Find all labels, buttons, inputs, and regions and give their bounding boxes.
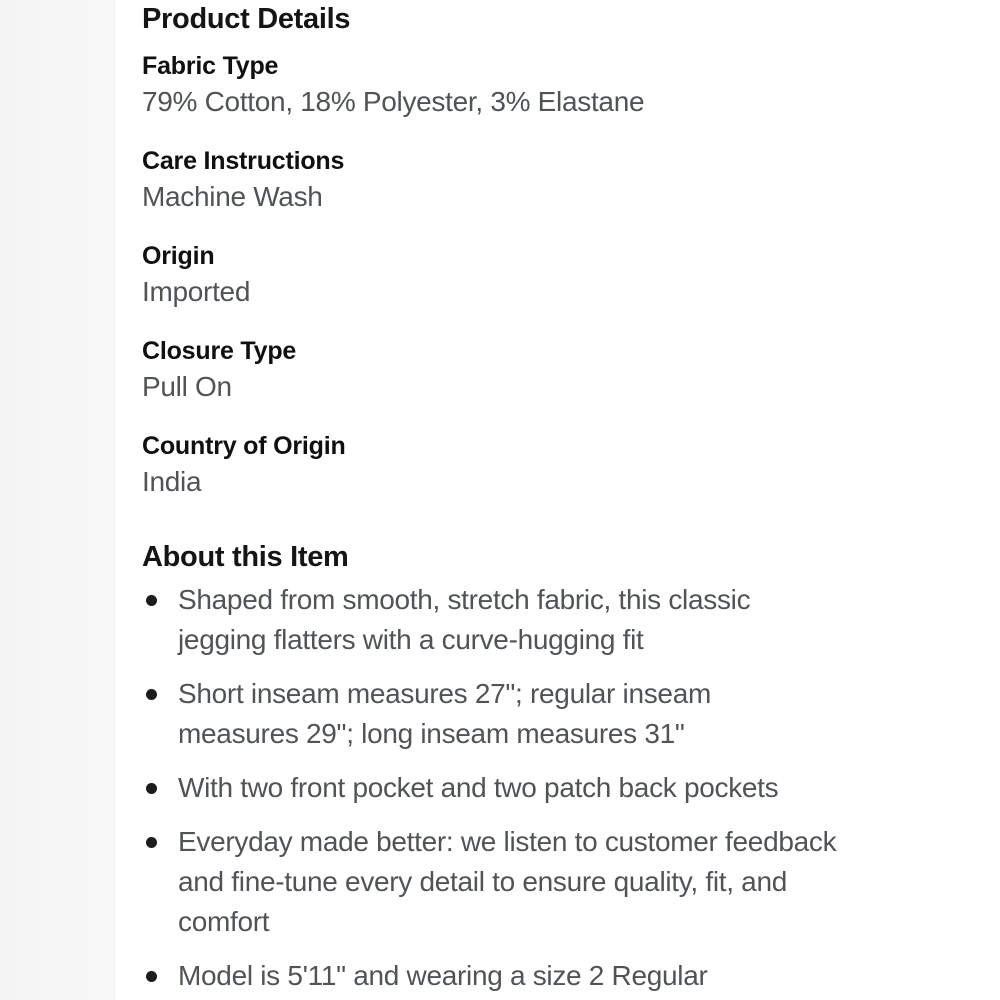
list-item	[142, 822, 838, 942]
spec-label: Fabric Type	[142, 52, 279, 80]
bullet-icon	[146, 783, 157, 794]
about-item-text: Shaped from smooth, stretch fabric, this classic jegging flatters with a curve-hugging fit	[178, 584, 751, 655]
about-item-text: With two front pocket and two patch back pockets	[178, 772, 779, 803]
spec-origin	[142, 240, 972, 312]
spec-label: Closure Type	[142, 337, 297, 365]
spec-value: Machine Wash	[142, 181, 323, 212]
spec-closure-type	[142, 335, 972, 407]
bullet-icon	[146, 595, 157, 606]
spec-fabric-type	[142, 50, 972, 122]
about-item-text: Short inseam measures 27"; regular inseam measures 29"; long inseam measures 31"	[178, 678, 712, 749]
list-item	[142, 768, 838, 808]
bullet-icon	[146, 971, 157, 982]
spec-value: 79% Cotton, 18% Polyester, 3% Elastane	[142, 86, 645, 117]
about-item-list	[142, 580, 842, 996]
spec-label: Origin	[142, 242, 215, 270]
spec-value: Pull On	[142, 371, 232, 402]
spec-care-instructions	[142, 145, 972, 217]
spec-label: Care Instructions	[142, 147, 345, 175]
spec-value: India	[142, 466, 202, 497]
about-item-text: Everyday made better: we listen to customer feedback and fine-tune every detail to ensure quality, fit, and comfort	[178, 826, 837, 937]
spec-country-of-origin	[142, 430, 972, 502]
spec-label: Country of Origin	[142, 432, 346, 460]
spec-value: Imported	[142, 276, 251, 307]
about-this-item-title: About this Item	[142, 541, 349, 573]
list-item	[142, 956, 838, 996]
list-item	[142, 674, 838, 754]
bullet-icon	[146, 837, 157, 848]
about-item-text: Model is 5'11" and wearing a size 2 Regular	[178, 960, 708, 991]
page-gutter	[0, 0, 115, 1000]
bullet-icon	[146, 689, 157, 700]
product-details-content	[142, 0, 972, 996]
page-title: Product Details	[142, 3, 351, 35]
list-item	[142, 580, 838, 660]
